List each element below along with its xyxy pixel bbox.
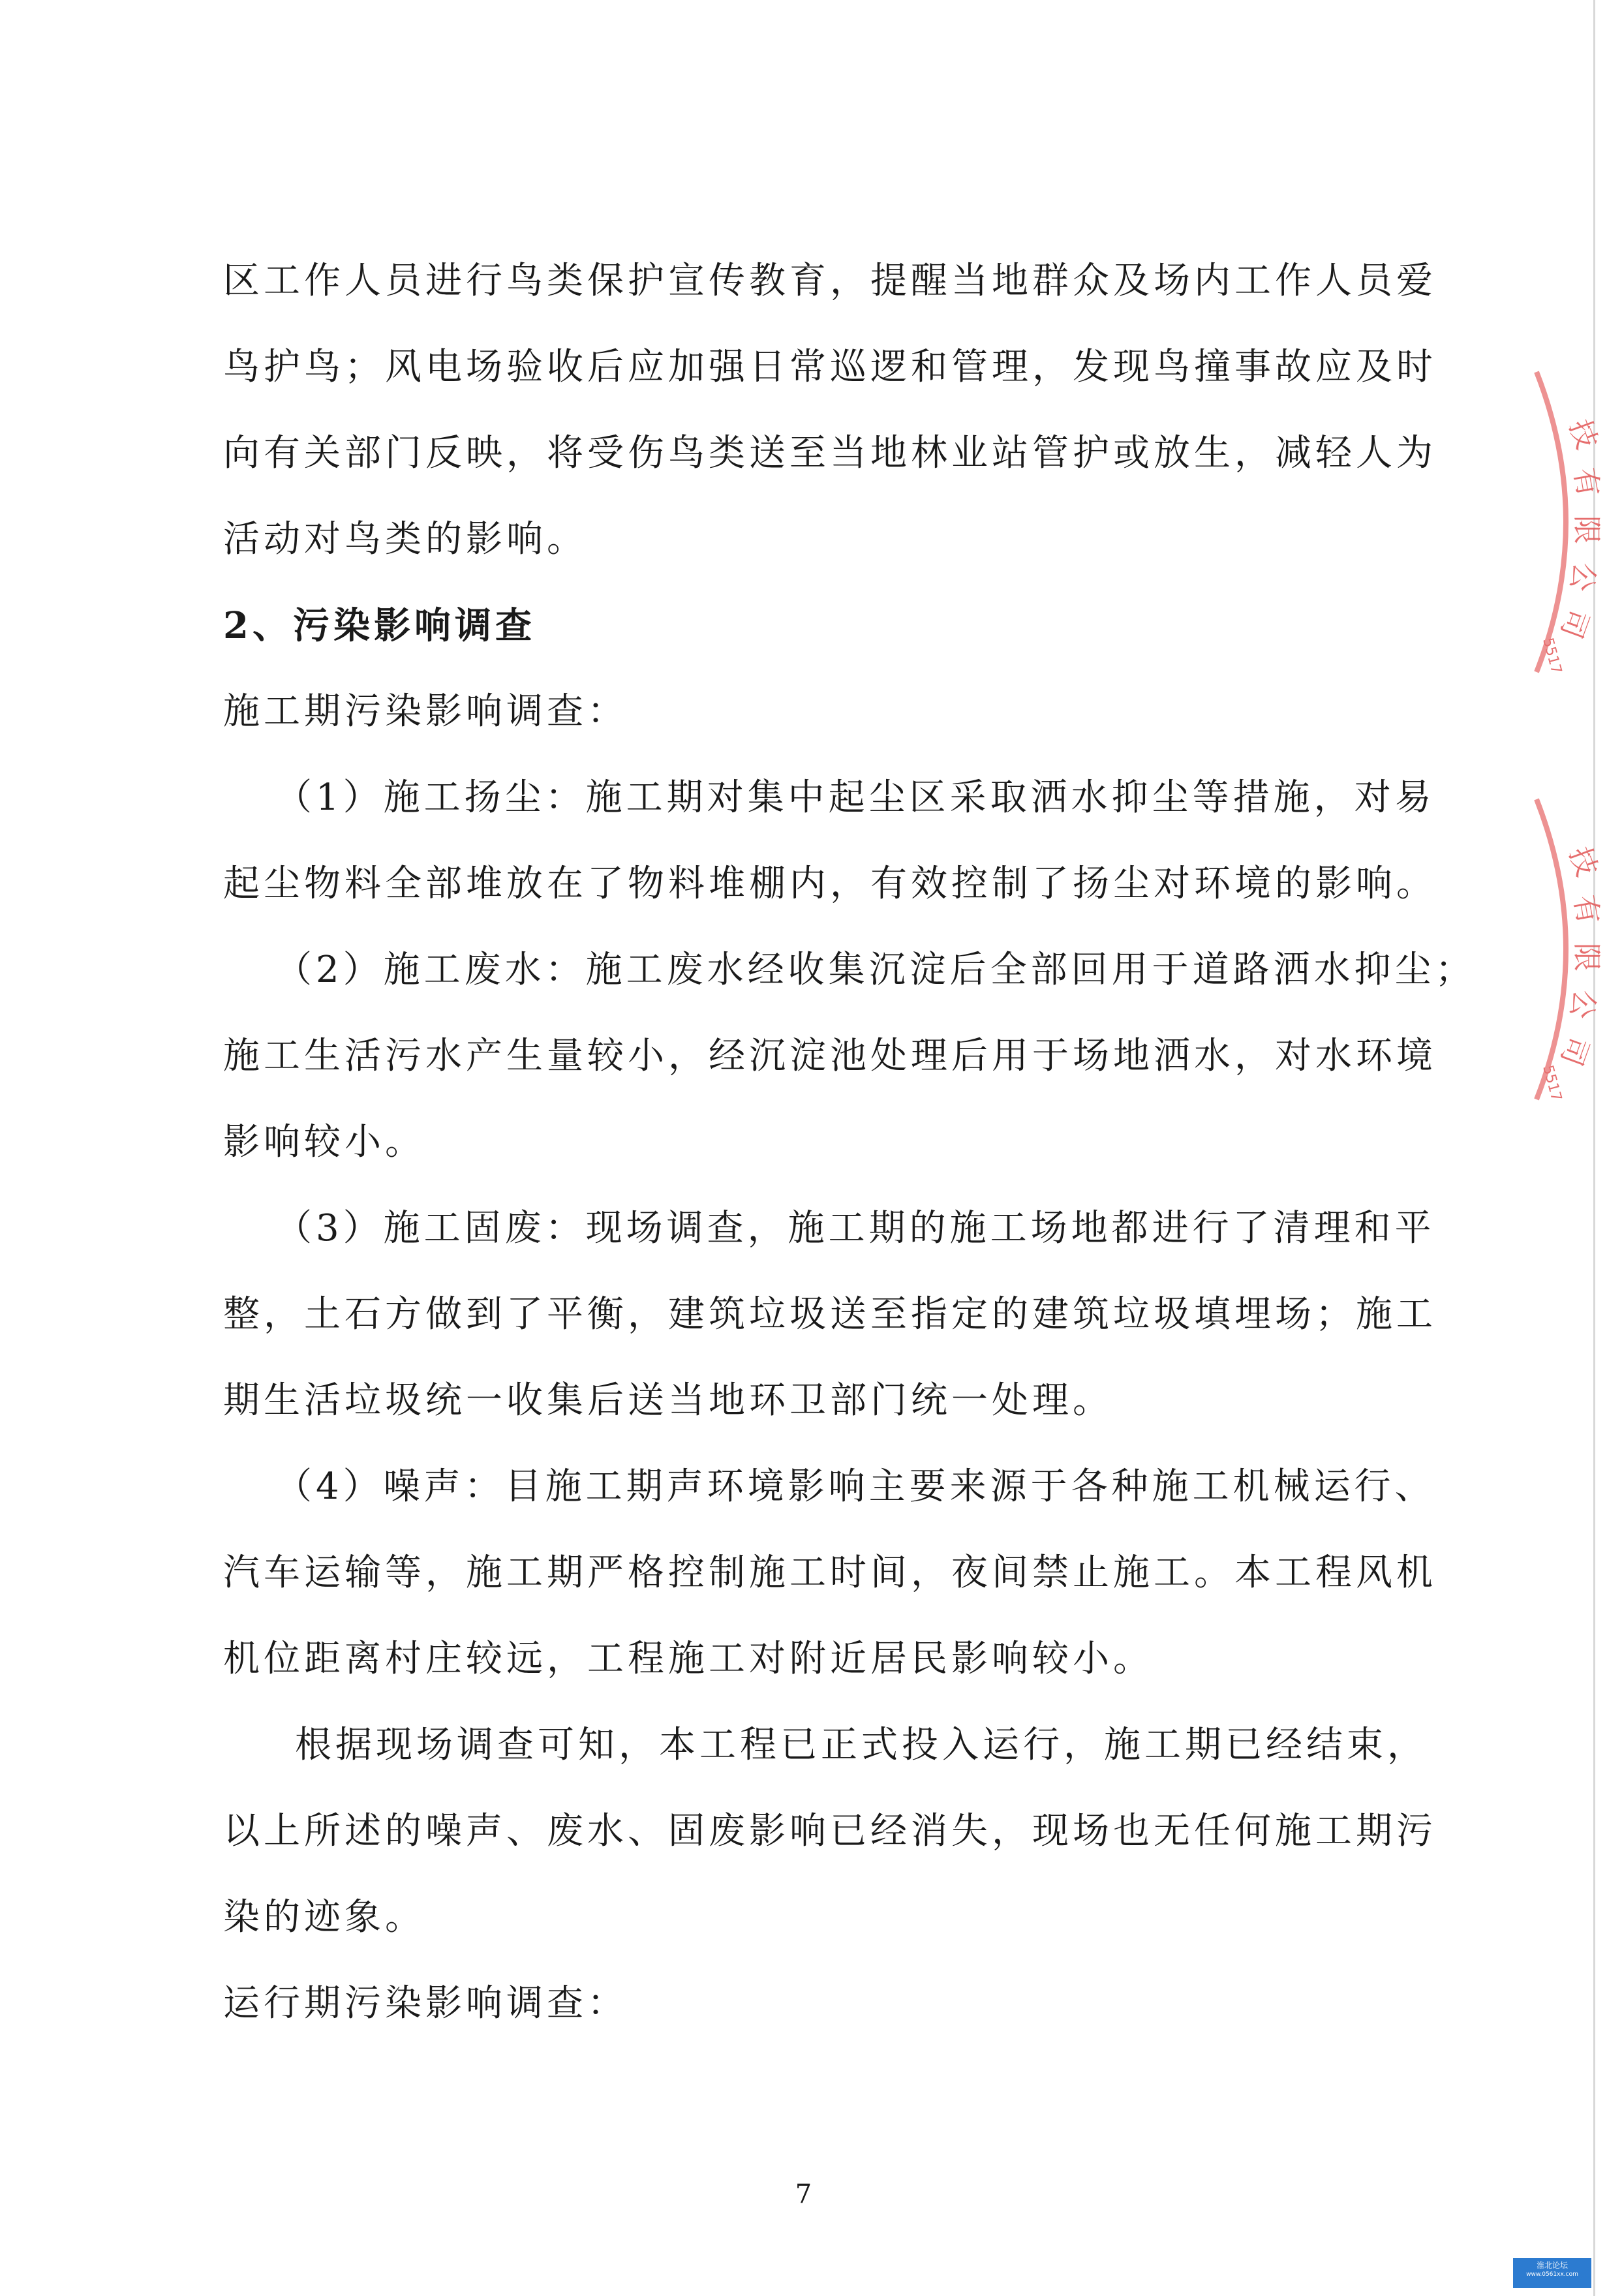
text-line: 影响较小。 — [223, 1121, 425, 1163]
svg-text:5517: 5517 — [1539, 636, 1565, 676]
text-line: 以上所述的噪声、废水、固废影响已经消失，现场也无任何施工期污 — [223, 1810, 1437, 1852]
text-line: （3）施工固废：现场调查，施工期的施工场地都进行了清理和平 — [275, 1207, 1435, 1249]
svg-text:司: 司 — [1553, 1032, 1595, 1071]
company-seal-top — [1523, 365, 1602, 679]
text-line: 根据现场调查可知，本工程已正式投入运行，施工期已经结束， — [295, 1724, 1428, 1766]
text-line: 施工生活污水产生量较小，经沉淀池处理后用于场地洒水，对水环境 — [223, 1035, 1437, 1077]
watermark-url: www.0561xx.com — [1526, 2271, 1578, 2278]
text-line: 汽车运输等，施工期严格控制施工时间，夜间禁止施工。本工程风机 — [223, 1552, 1437, 1594]
text-line: 机位距离村庄较远，工程施工对附近居民影响较小。 — [223, 1638, 1154, 1680]
svg-text:5517: 5517 — [1539, 1064, 1565, 1103]
svg-text:限: 限 — [1570, 515, 1602, 544]
page-edge — [1593, 0, 1595, 2296]
svg-text:技: 技 — [1562, 415, 1602, 454]
svg-text:技: 技 — [1562, 842, 1602, 881]
text-line: （2）施工废水：施工废水经收集沉淀后全部回用于道路洒水抑尘； — [275, 949, 1476, 991]
watermark-title: 淮北论坛 — [1536, 2261, 1568, 2270]
page-number: 7 — [795, 2179, 812, 2209]
svg-text:司: 司 — [1553, 604, 1595, 643]
text-line: 区工作人员进行鸟类保护宣传教育，提醒当地群众及场内工作人员爱 — [223, 260, 1437, 302]
text-line: 活动对鸟类的影响。 — [223, 518, 587, 560]
document-body — [223, 238, 1476, 2047]
text-line: （1）施工扬尘：施工期对集中起尘区采取洒水抑尘等措施，对易 — [275, 776, 1435, 819]
svg-text:有: 有 — [1567, 893, 1602, 927]
text-line: （4）噪声：目施工期声环境影响主要来源于各种施工机械运行、 — [275, 1465, 1435, 1508]
svg-text:有: 有 — [1567, 465, 1602, 500]
text-line: 起尘物料全部堆放在了物料堆棚内，有效控制了扬尘对环境的影响。 — [223, 863, 1437, 905]
svg-text:限: 限 — [1570, 943, 1602, 972]
seal-arc-icon — [1523, 365, 1602, 679]
text-line: 期生活垃圾统一收集后送当地环卫部门统一处理。 — [223, 1379, 1113, 1422]
section-heading: 2、污染影响调查 — [223, 604, 536, 647]
text-line: 整，土石方做到了平衡，建筑垃圾送至指定的建筑垃圾填埋场；施工 — [223, 1293, 1437, 1336]
svg-text:公: 公 — [1563, 987, 1602, 1022]
text-line: 向有关部门反映，将受伤鸟类送至当地林业站管护或放生，减轻人为 — [223, 432, 1437, 474]
subsection-label: 运行期污染影响调查： — [223, 1982, 628, 2025]
company-seal-bottom — [1523, 793, 1602, 1106]
text-line: 鸟护鸟；风电场验收后应加强日常巡逻和管理，发现鸟撞事故应及时 — [223, 346, 1437, 388]
svg-text:公: 公 — [1563, 560, 1602, 594]
seal-arc-icon — [1523, 793, 1602, 1106]
site-watermark — [1513, 2258, 1591, 2288]
subsection-label: 施工期污染影响调查： — [223, 690, 628, 733]
text-line: 染的迹象。 — [223, 1896, 425, 1938]
